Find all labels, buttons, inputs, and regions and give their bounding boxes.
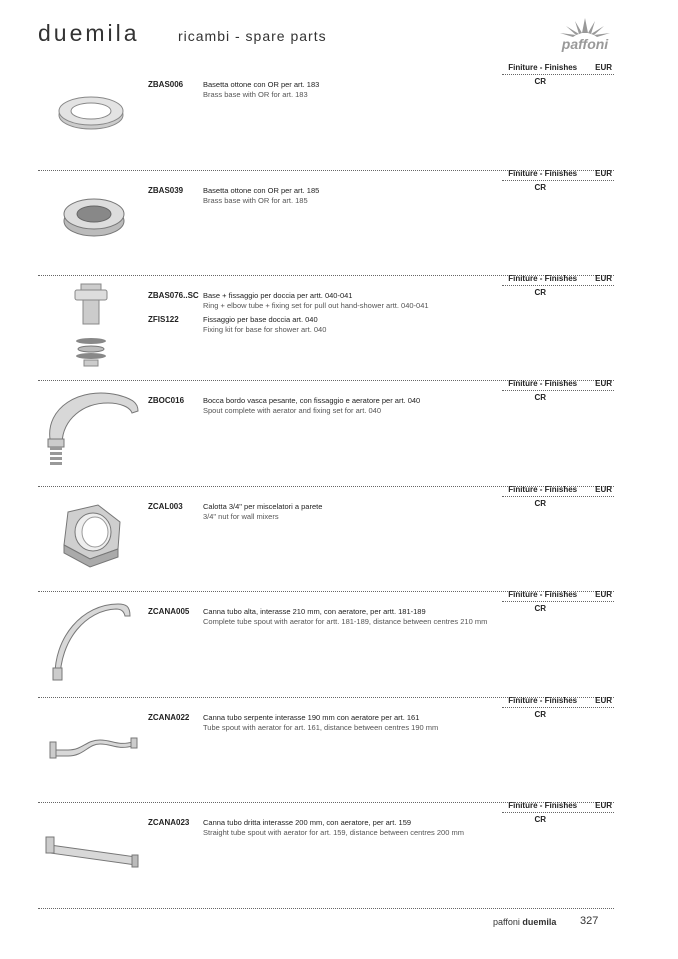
product-row bbox=[38, 65, 614, 170]
product-row bbox=[38, 592, 614, 697]
product-code: ZBAS076..SC bbox=[148, 291, 199, 300]
product-code: ZBAS039 bbox=[148, 186, 184, 195]
product-code: ZCAL003 bbox=[148, 502, 183, 511]
product-row bbox=[38, 381, 614, 486]
product-code-secondary: ZFIS122 bbox=[148, 315, 179, 324]
product-code: ZCANA005 bbox=[148, 607, 190, 616]
shower-fixing-icon bbox=[38, 276, 143, 381]
finishes-header: Finiture - Finishes EUR bbox=[508, 696, 612, 705]
product-code: ZCANA022 bbox=[148, 713, 190, 722]
page-number: 327 bbox=[580, 915, 599, 927]
finish-value: CR bbox=[534, 499, 546, 508]
product-row bbox=[38, 276, 614, 381]
hex-nut-icon bbox=[38, 487, 143, 592]
product-description: Canna tubo serpente interasse 190 mm con aeratore per art. 161 Tube spout with aerator for art. 161, distance between centres 190 mm bbox=[203, 713, 439, 732]
product-description: Base + fissaggio per doccia per artt. 040-041 Ring + elbow tube + fixing set for pull out hand-shower artt. 040-041 bbox=[203, 291, 429, 310]
finishes-header: Finiture - Finishes EUR bbox=[508, 169, 612, 178]
product-description-secondary: Fissaggio per base doccia art. 040 Fixing kit for base for shower art. 040 bbox=[203, 315, 327, 334]
product-code: ZBOC016 bbox=[148, 396, 185, 405]
straight-spout-icon bbox=[38, 803, 143, 908]
finish-value: CR bbox=[534, 77, 546, 86]
product-row bbox=[38, 487, 614, 592]
finishes-header: Finiture - Finishes EUR bbox=[508, 801, 612, 810]
serpent-spout-icon bbox=[38, 698, 143, 803]
product-description: Canna tubo alta, interasse 210 mm, con aeratore, per artt. 181-189 Complete tube spout with aerator for artt. 181-189, distance between centres 210 mm bbox=[203, 607, 488, 626]
finish-value: CR bbox=[534, 604, 546, 613]
finish-value: CR bbox=[534, 183, 546, 192]
finishes-header: Finiture - Finishes EUR bbox=[508, 590, 612, 599]
spout-icon bbox=[38, 381, 143, 486]
svg-text:paffoni: paffoni bbox=[561, 36, 609, 52]
product-row bbox=[38, 803, 614, 908]
footer-brand: paffoni duemila bbox=[493, 917, 557, 927]
finish-value: CR bbox=[534, 393, 546, 402]
product-description: Basetta ottone con OR per art. 183 Brass base with OR for art. 183 bbox=[203, 80, 320, 99]
finish-value: CR bbox=[534, 288, 546, 297]
product-description: Canna tubo dritta interasse 200 mm, con aeratore, per art. 159 Straight tube spout with aerator for art. 159, distance between centres 200 mm bbox=[203, 818, 464, 837]
product-row bbox=[38, 698, 614, 803]
brand-title: duemila bbox=[38, 20, 140, 46]
finishes-header: Finiture - Finishes EUR bbox=[508, 274, 612, 283]
product-row bbox=[38, 171, 614, 276]
finish-value: CR bbox=[534, 710, 546, 719]
page-subtitle: ricambi - spare parts bbox=[178, 28, 327, 44]
finish-value: CR bbox=[534, 815, 546, 824]
ring-base-icon bbox=[38, 171, 143, 276]
product-code: ZBAS006 bbox=[148, 80, 184, 89]
paffoni-logo-icon bbox=[555, 15, 615, 55]
finishes-header: Finiture - Finishes EUR bbox=[508, 63, 612, 72]
product-code: ZCANA023 bbox=[148, 818, 190, 827]
finishes-header: Finiture - Finishes EUR bbox=[508, 485, 612, 494]
product-description: Basetta ottone con OR per art. 185 Brass base with OR for art. 185 bbox=[203, 186, 320, 205]
tall-spout-icon bbox=[38, 592, 143, 697]
ring-base-icon bbox=[38, 65, 143, 170]
finishes-header: Finiture - Finishes EUR bbox=[508, 379, 612, 388]
product-description: Calotta 3/4" per miscelatori a parete 3/4" nut for wall mixers bbox=[203, 502, 323, 521]
product-description: Bocca bordo vasca pesante, con fissaggio e aeratore per art. 040 Spout complete with aerator and fixing set for art. 040 bbox=[203, 396, 421, 415]
